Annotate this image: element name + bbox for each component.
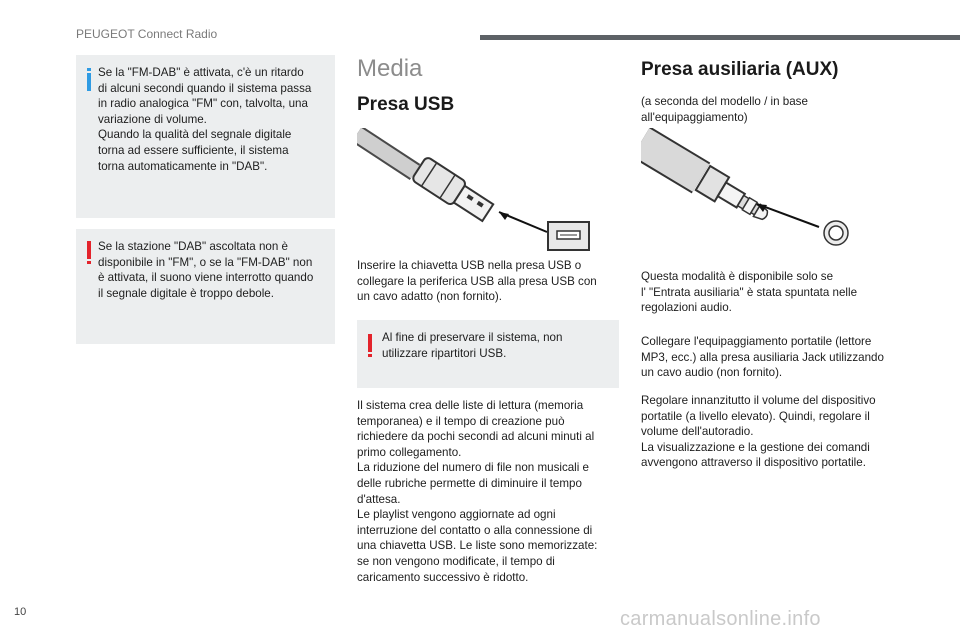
section-title: Media — [357, 55, 423, 82]
text-line: interruzione del contatto o alla connessione di — [357, 523, 593, 537]
aux-para3 — [641, 393, 921, 471]
text-line: MP3, ecc.) alla presa ausiliaria Jack utilizzando — [641, 350, 884, 364]
usb-body — [357, 398, 622, 585]
text-line: Questa modalità è disponibile solo se — [641, 270, 834, 283]
text-line: portatile (a livello elevato). Quindi, regolare il — [641, 409, 870, 423]
header-title: PEUGEOT Connect Radio — [76, 27, 218, 41]
aux-para1 — [641, 269, 921, 316]
text-line: Le playlist vengono aggiornate ad ogni — [357, 508, 556, 522]
text-line: torna automaticamente in "DAB". — [98, 159, 268, 173]
text-line: di alcuni secondi quando il sistema passa — [98, 81, 312, 95]
usb-heading: Presa USB — [357, 94, 455, 115]
aux-para2 — [641, 334, 921, 381]
usb-warning-note — [357, 320, 619, 388]
text-line: delle rubriche permette di diminuire il tempo — [357, 476, 582, 490]
aux-jack-icon — [641, 128, 861, 250]
text-line: volume dell'autoradio. — [641, 425, 754, 439]
usb-warning-text — [382, 330, 614, 361]
text-line: La riduzione del numero di file non musicali e — [357, 461, 590, 475]
text-line: d'attesa. — [357, 492, 401, 506]
aux-subtitle — [641, 94, 921, 125]
text-line: Se la "FM-DAB" è attivata, c'è un ritardo — [98, 66, 304, 79]
aux-heading: Presa ausiliaria (AUX) — [641, 59, 839, 80]
text-line: un cavo audio (non fornito). — [641, 366, 783, 380]
text-line: l' "Entrata ausiliaria" è stata spuntata nelle — [641, 285, 858, 299]
usb-plug-icon — [357, 128, 597, 252]
text-line: variazione di volume. — [98, 112, 207, 126]
text-line: (a seconda del modello / in base — [641, 95, 808, 108]
text-line: Quando la qualità del segnale digitale — [98, 128, 292, 142]
text-line: disponibile in "FM", o se la "FM-DAB" non — [98, 255, 313, 269]
text-line: richiedere da pochi secondi ad alcuni minuti al — [357, 430, 595, 444]
text-line: collegare la periferica USB alla presa USB con — [357, 274, 597, 288]
warning-icon — [368, 334, 372, 352]
warning-icon — [87, 241, 91, 259]
text-line: Inserire la chiavetta USB nella presa USB o — [357, 259, 582, 272]
text-line: Se la stazione "DAB" ascoltata non è — [98, 240, 288, 253]
text-line: avvengono attraverso il dispositivo portatile. — [641, 456, 866, 470]
text-line: Il sistema crea delle liste di lettura (memoria — [357, 399, 584, 412]
info-note-text — [98, 65, 330, 174]
text-line: è attivata, il suono viene interrotto quando — [98, 271, 314, 285]
text-line: torna ad essere sufficiente, il sistema — [98, 143, 289, 157]
info-note — [76, 55, 335, 218]
text-line: La visualizzazione e la gestione dei comandi — [641, 440, 870, 454]
text-line: temporanea) e il tempo di creazione può — [357, 414, 565, 428]
warning-note — [76, 229, 335, 344]
text-line: Collegare l'equipaggiamento portatile (lettore — [641, 335, 872, 348]
text-line: Regolare innanzitutto il volume del dispositivo — [641, 394, 876, 407]
text-line: in radio analogica "FM" con, talvolta, una — [98, 97, 308, 111]
text-line: regolazioni audio. — [641, 301, 732, 315]
info-icon — [87, 73, 91, 91]
text-line: un cavo adatto (non fornito). — [357, 290, 503, 304]
text-line: se non vengono modificate, il tempo di — [357, 554, 555, 568]
text-line: una chiavetta USB. Le liste sono memorizzate: — [357, 539, 598, 553]
text-line: caricamento successivo è ridotto. — [357, 570, 529, 584]
text-line: il segnale digitale è troppo debole. — [98, 286, 274, 300]
text-line: all'equipaggiamento) — [641, 110, 748, 124]
text-line: Al fine di preservare il sistema, non — [382, 331, 563, 344]
text-line: utilizzare ripartitori USB. — [382, 346, 507, 360]
header-bar — [480, 35, 960, 40]
text-line: primo collegamento. — [357, 445, 462, 459]
warning-note-text — [98, 239, 330, 301]
page-number: 10 — [14, 606, 27, 618]
usb-intro — [357, 258, 619, 305]
watermark: carmanualsonline.info — [620, 608, 821, 630]
